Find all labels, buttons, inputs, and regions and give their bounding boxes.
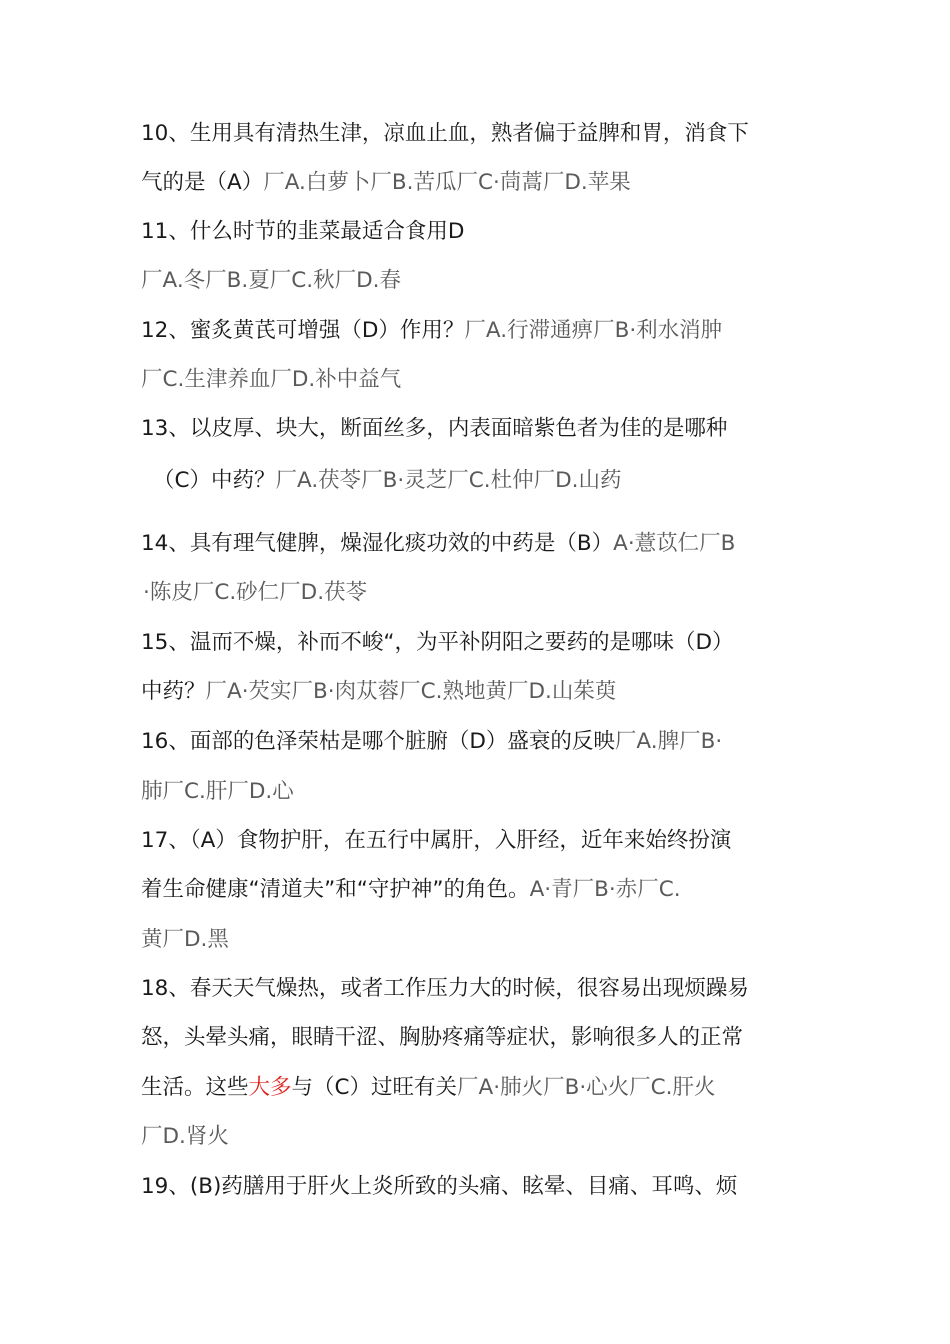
options-text: A·青厂B·赤厂C. [529,877,681,902]
text-line [141,826,731,856]
question-text: 15、温而不燥，补而不峻“，为平补阴阳之要药的是哪味（D） [141,630,734,655]
question-text: 中药？ [141,679,206,704]
question-text: 生活。这些 [141,1075,249,1100]
text-line [141,1073,716,1103]
options-text: 厂A.冬厂B.夏厂C.秋厂D.春 [141,268,401,293]
text-line [141,1172,737,1202]
options-text: 黄厂D.黑 [141,927,229,952]
text-line [141,628,734,658]
text-line [141,168,631,198]
text-line [141,727,722,757]
options-text: 厂A.白萝卜厂B.苦瓜厂C·茼蒿厂D.苹果 [263,170,631,195]
question-text: 13、以皮厚、块大，断面丝多，内表面暗紫色者为佳的是哪种 [141,416,728,441]
options-text: 厂A·芡实厂B·肉苁蓉厂C.熟地黄厂D.山茱萸 [205,679,617,704]
highlighted-text: 大多 [248,1075,292,1100]
text-line [141,414,727,444]
text-line [141,316,722,346]
options-text: A·薏苡仁厂B [613,531,736,556]
question-text: 14、具有理气健脾，燥湿化痰功效的中药是（B） [141,531,614,556]
text-line [153,466,622,496]
text-line [141,1122,229,1152]
question-text: 怒，头晕头痛，眼睛干涩、胸胁疼痛等症状，影响很多人的正常 [141,1025,744,1050]
text-line [141,217,464,247]
text-line [141,529,735,559]
question-text: 12、蜜炙黄芪可增强（D）作用？ [141,318,465,343]
options-text: 厂C.生津养血厂D.补中益气 [141,367,402,392]
question-text: 19、(B)药膳用于肝火上炎所致的头痛、眩晕、目痛、耳鸣、烦 [141,1174,738,1199]
text-line [141,119,749,149]
question-text: 18、春天天气燥热，或者工作压力大的时候，很容易出现烦躁易 [141,976,749,1001]
text-line [141,875,681,905]
question-text: 11、什么时节的韭菜最适合食用D [141,219,465,244]
question-text: 17、（A）食物护肝，在五行中属肝，入肝经，近年来始终扮演 [141,828,732,853]
options-text: 厂D.肾火 [141,1124,229,1149]
options-text: ·陈皮厂C.砂仁厂D.茯苓 [143,580,368,605]
options-text: 厂A.脾厂B· [614,729,723,754]
question-text: 着生命健康“清道夫”和“守护神”的角色。 [141,877,530,902]
text-line [141,974,749,1004]
options-text: 厂A.茯苓厂B·灵芝厂C.杜仲厂D.山药 [275,468,622,493]
text-line [141,677,616,707]
text-line [141,266,401,296]
question-text: 16、面部的色泽荣枯是哪个脏腑（D）盛衰的反映 [141,729,615,754]
text-line [141,925,229,955]
question-text: 10、生用具有清热生津，凉血止血，熟者偏于益脾和胃，消食下 [141,121,749,146]
question-text: 气的是（A） [141,170,264,195]
question-text: 与（C）过旺有关 [291,1075,458,1100]
text-line [141,1023,743,1053]
options-text: 厂A·肺火厂B·心火厂C.肝火 [457,1075,716,1100]
options-text: 肺厂C.肝厂D.心 [141,779,294,804]
text-line [143,578,367,608]
text-line [141,777,294,807]
options-text: 厂A.行滞通痹厂B·利水消肿 [464,318,723,343]
text-line [141,365,401,395]
question-text: （C）中药？ [153,468,276,493]
